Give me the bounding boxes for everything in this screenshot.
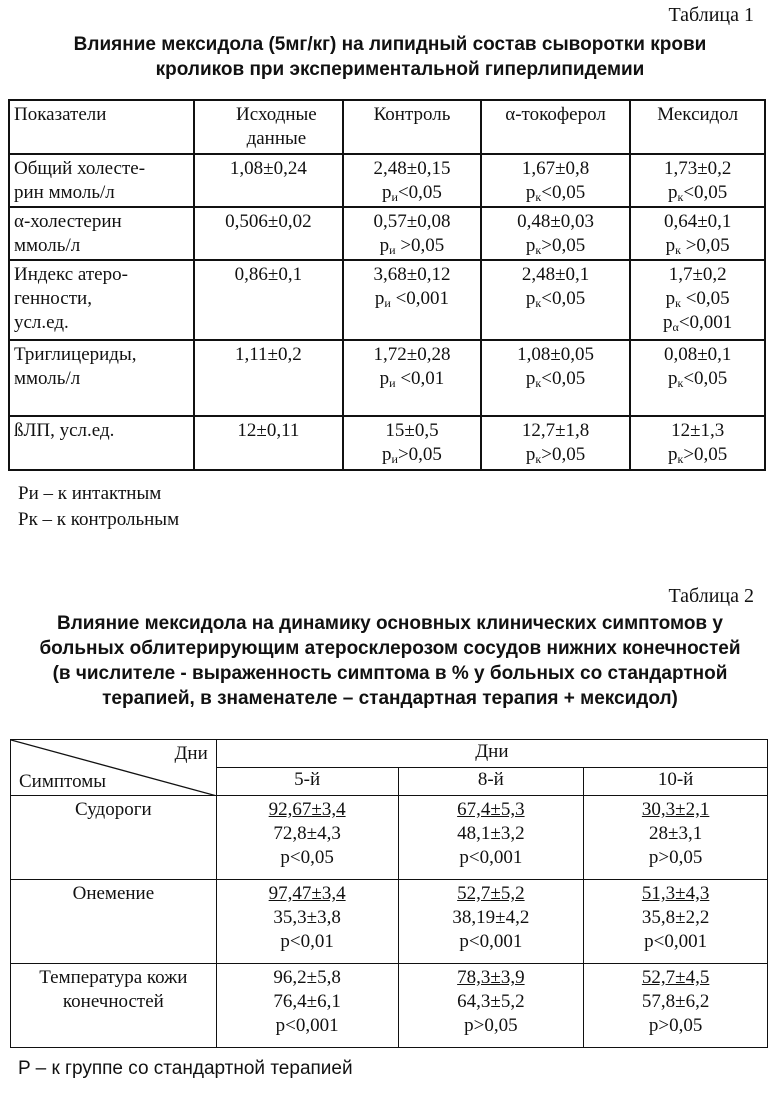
numerator: 97,47±3,4 [268, 883, 346, 904]
p-value: $p_к<0,05$ [668, 182, 728, 204]
table1-row [9, 416, 765, 470]
initial-cell [194, 207, 344, 260]
table2-label: Таблица 2 [668, 585, 754, 607]
numerator: 96,2±5,8 [273, 967, 341, 988]
p-value: $p_и>0,05$ [382, 444, 442, 466]
tocopherol-cell [481, 416, 631, 470]
p-value: $p_к >0,05$ [665, 235, 730, 257]
value: 0,506±0,02 [225, 211, 312, 232]
symptom-cell [11, 796, 217, 880]
value: 1,08±0,24 [229, 158, 307, 179]
denominator: 38,19±4,2 [452, 907, 530, 928]
p-value: p<0,001 [644, 931, 708, 952]
value: 12±0,11 [237, 420, 300, 441]
p-value: p<0,001 [459, 931, 523, 952]
p-value: $p_и <0,001$ [374, 288, 450, 310]
table2-title-line4: терапией, в знаменателе – стандартная терапия + мексидол) [102, 688, 678, 709]
row-name-line: ßЛП, усл.ед. [14, 420, 115, 441]
p-value: p>0,05 [648, 847, 703, 868]
p-value: p<0,001 [459, 847, 523, 868]
corner-days: Дни [174, 743, 208, 764]
symptom-name-line: Температура кожи [39, 967, 188, 988]
days-group-header: Дни [216, 740, 767, 768]
table1-header-row [9, 100, 765, 154]
denominator: 72,8±4,3 [273, 823, 341, 844]
note-intact: Ри – к интактным [18, 483, 162, 504]
p-value: p<0,001 [275, 1015, 339, 1036]
day-value-cell [584, 964, 768, 1048]
initial-cell [194, 340, 344, 416]
value: 0,08±0,1 [663, 344, 732, 365]
symptom-name-line: Онемение [72, 883, 155, 904]
value: 1,72±0,28 [373, 344, 451, 365]
header-initial: Исходные данные [194, 100, 344, 154]
table2-row [11, 796, 768, 880]
initial-cell [194, 154, 344, 207]
table1-title-line2: кроликов при экспериментальной гиперлипидемии [155, 59, 645, 80]
lipid-table [8, 99, 766, 471]
p-value: $p_к<0,05$ [525, 288, 586, 310]
indicator-cell [9, 207, 194, 260]
denominator: 57,8±6,2 [641, 991, 710, 1012]
day-5: 5-й [216, 768, 398, 796]
control-cell [343, 154, 481, 207]
symptom-cell [11, 964, 217, 1048]
indicator-cell [9, 416, 194, 470]
table1-row [9, 260, 765, 340]
symptoms-table [10, 739, 768, 1048]
table2-title-line3: (в числителе - выраженность симптома в % у больных со стандартной [52, 663, 728, 684]
p-value: $p_к>0,05$ [525, 444, 586, 466]
numerator: 52,7±5,2 [457, 883, 525, 904]
value: 2,48±0,1 [521, 264, 590, 285]
day-value-cell [398, 796, 584, 880]
symptom-cell [11, 880, 217, 964]
row-name-line: Общий холесте- [14, 158, 146, 179]
control-cell [343, 260, 481, 340]
header-tocopherol: α-токоферол [481, 100, 631, 154]
initial-cell [194, 260, 344, 340]
table2-row [11, 880, 768, 964]
value: 12,7±1,8 [521, 420, 590, 441]
mexidol-cell [630, 207, 765, 260]
control-cell [343, 416, 481, 470]
table2-footnote: P – к группе со стандартной терапией [18, 1058, 353, 1079]
value: 0,48±0,03 [517, 211, 595, 232]
table1-label: Таблица 1 [668, 4, 754, 26]
value: 1,7±0,2 [668, 264, 727, 285]
value: 0,64±0,1 [663, 211, 732, 232]
p-value: p<0,01 [280, 931, 334, 952]
p-value: $p_к>0,05$ [668, 444, 728, 466]
day-value-cell [398, 964, 584, 1048]
control-cell [343, 207, 481, 260]
row-name-line: рин ммоль/л [14, 182, 115, 203]
corner-cell [11, 740, 217, 796]
denominator: 48,1±3,2 [457, 823, 525, 844]
numerator: 67,4±5,3 [457, 799, 525, 820]
row-name-line: усл.ед. [14, 312, 69, 333]
control-cell [343, 340, 481, 416]
p-value: p>0,05 [648, 1015, 703, 1036]
p-value: $p_к>0,05$ [525, 235, 586, 257]
p-value: $p_и <0,01$ [379, 368, 445, 390]
tocopherol-cell [481, 340, 631, 416]
p-value: $p_к<0,05$ [525, 368, 586, 390]
indicator-cell [9, 340, 194, 416]
day-value-cell [584, 796, 768, 880]
table1-row [9, 207, 765, 260]
row-name-line: α-холестерин [14, 211, 122, 232]
numerator: 92,67±3,4 [268, 799, 346, 820]
header-control: Контроль [343, 100, 481, 154]
row-name-line: Триглицериды, [14, 344, 137, 365]
symptom-name-line: Судороги [75, 799, 152, 820]
day-value-cell [216, 796, 398, 880]
p-value: $p_к<0,05$ [525, 182, 586, 204]
numerator: 78,3±3,9 [457, 967, 525, 988]
p-value: p<0,05 [280, 847, 334, 868]
denominator: 35,3±3,8 [273, 907, 341, 928]
mexidol-cell [630, 340, 765, 416]
value: 2,48±0,15 [373, 158, 451, 179]
row-name-line: генности, [14, 288, 92, 309]
initial-cell [194, 416, 344, 470]
table1-row [9, 154, 765, 207]
numerator: 30,3±2,1 [641, 799, 710, 820]
day-value-cell [584, 880, 768, 964]
mexidol-cell [630, 260, 765, 340]
value: 0,57±0,08 [373, 211, 451, 232]
day-value-cell [398, 880, 584, 964]
mexidol-cell [630, 416, 765, 470]
table2-title-line2: больных облитерирующим атеросклерозом сосудов нижних конечностей [39, 638, 741, 659]
day-value-cell [216, 964, 398, 1048]
value: 1,73±0,2 [663, 158, 732, 179]
header-indicators: Показатели [9, 100, 194, 154]
p-value: $p_к <0,05$ [665, 288, 730, 310]
value: 12±1,3 [671, 420, 725, 441]
p-value: $p_\alpha<0,001$ [663, 312, 733, 334]
p-value: $p_и >0,05$ [379, 235, 445, 257]
day-8: 8-й [398, 768, 584, 796]
row-name-line: ммоль/л [14, 235, 81, 256]
note-control: Рк – к контрольным [18, 509, 180, 530]
numerator: 51,3±4,3 [641, 883, 710, 904]
day-10: 10-й [584, 768, 768, 796]
row-name-line: Индекс атеро- [14, 264, 128, 285]
value: 1,08±0,05 [517, 344, 595, 365]
denominator: 35,8±2,2 [641, 907, 710, 928]
value: 1,67±0,8 [521, 158, 590, 179]
table2-row [11, 964, 768, 1048]
indicator-cell [9, 260, 194, 340]
denominator: 28±3,1 [649, 823, 703, 844]
symptom-name-line: конечностей [62, 991, 164, 1012]
denominator: 76,4±6,1 [273, 991, 341, 1012]
corner-symptoms: Симптомы [19, 771, 107, 792]
indicator-cell [9, 154, 194, 207]
tocopherol-cell [481, 207, 631, 260]
p-value: $p_и<0,05$ [382, 182, 442, 204]
value: 3,68±0,12 [373, 264, 451, 285]
value: 15±0,5 [385, 420, 439, 441]
value: 0,86±0,1 [234, 264, 303, 285]
mexidol-cell [630, 154, 765, 207]
header-mexidol: Мексидол [630, 100, 765, 154]
value: 1,11±0,2 [235, 344, 302, 365]
table1-row [9, 340, 765, 416]
p-value: p>0,05 [464, 1015, 518, 1036]
tocopherol-cell [481, 260, 631, 340]
table2-title-line1: Влияние мексидола на динамику основных клинических симптомов у [57, 613, 723, 634]
p-value: $p_к<0,05$ [668, 368, 728, 390]
table1-title-line1: Влияние мексидола (5мг/кг) на липидный состав сыворотки крови [73, 34, 707, 55]
day-value-cell [216, 880, 398, 964]
denominator: 64,3±5,2 [457, 991, 525, 1012]
tocopherol-cell [481, 154, 631, 207]
numerator: 52,7±4,5 [641, 967, 710, 988]
row-name-line: ммоль/л [14, 368, 81, 389]
